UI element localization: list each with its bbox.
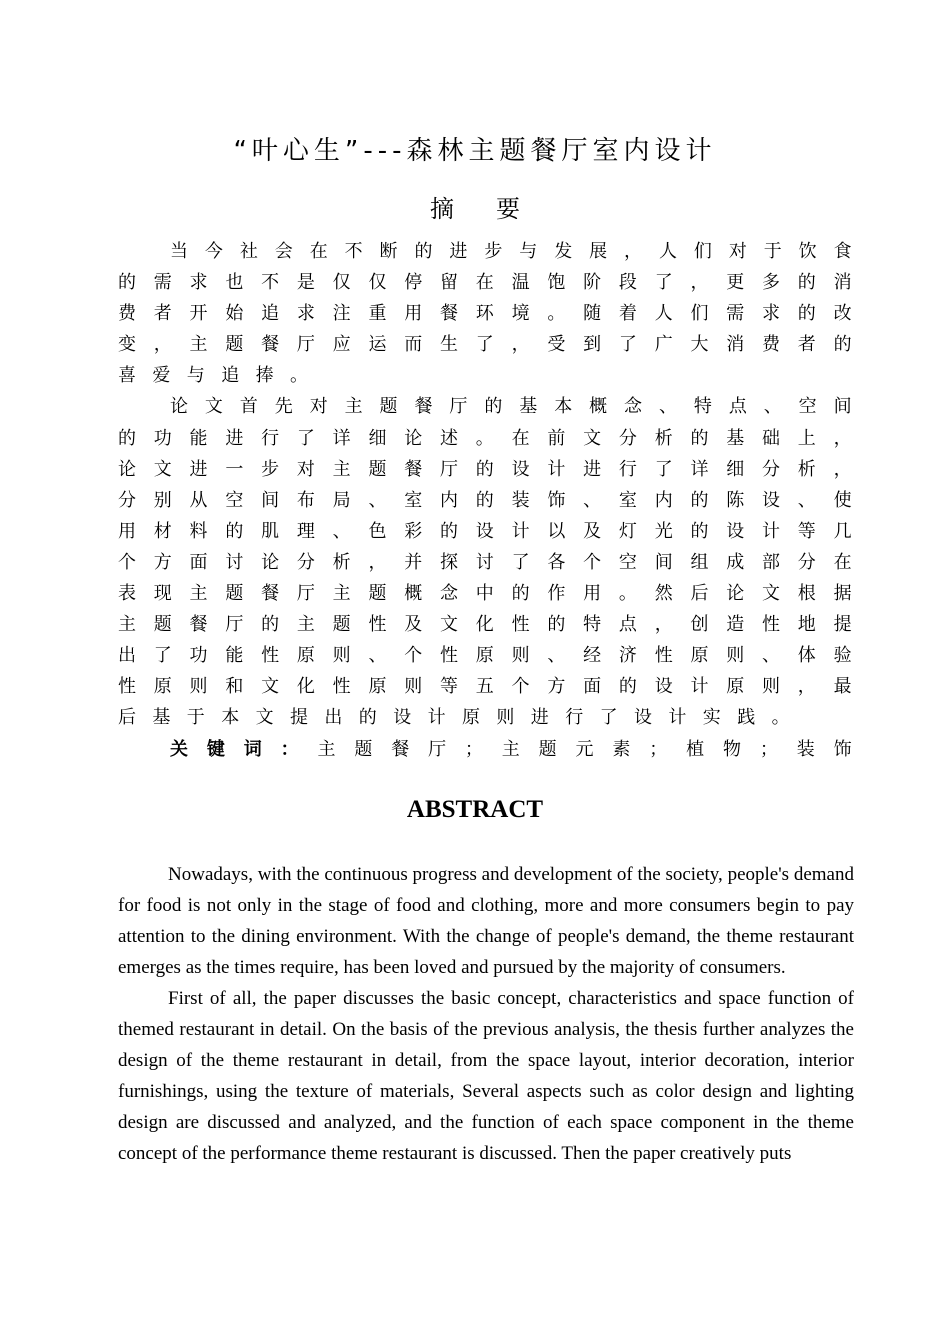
english-abstract	[118, 859, 854, 1169]
page-title: “叶心生”---森林主题餐厅室内设计	[233, 136, 717, 166]
cn-paragraph-1: 当今社会在不断的进步与发展，人们对于饮食的需求也不是仅仅停留在温饱阶段了，更多的消费者开始追求注重用餐环境。随着人们需求的改变，主题餐厅应运而生了，受到了广大消费者的喜爱与追捧。	[118, 241, 868, 387]
en-paragraph-2: First of all, the paper discusses the basic concept, characteristics and space function of themed restaurant in detail. On the basis of the previous analysis, the thesis further analyzes the design of the theme restaurant in detail, from the space layout, interior decoration, interior furnishings, using the texture of materials, Several aspects such as color design and lighting design are discussed and analyzed, and the function of each space component in the theme concept of the performance theme restaurant is discussed. Then the paper creatively puts	[118, 988, 854, 1164]
cn-paragraph-2: 论文首先对主题餐厅的基本概念、特点、空间的功能进行了详细论述。在前文分析的基础上，论文进一步对主题餐厅的设计进行了详细分析，分别从空间布局、室内的装饰、室内的陈设、使用材料的肌理、色彩的设计以及灯光的设计等几个方面讨论分析，并探讨了各个空间组成部分在表现主题餐厅主题概念中的作用。然后论文根据主题餐厅的主题性及文化性的特点，创造性地提出了功能性原则、个性原则、经济性原则、体验性原则和文化性原则等五个方面的设计原则，最后基于本文提出的设计原则进行了设计实践。	[118, 396, 868, 729]
abstract-heading-cn: 摘要	[430, 195, 562, 223]
chinese-abstract	[118, 236, 868, 765]
keywords-value: 主题餐厅；主题元素；植物；装饰	[317, 738, 868, 760]
en-paragraph-1: Nowadays, with the continuous progress and development of the society, people's demand for food is not only in the stage of food and clothing, more and more consumers begin to pay attention to the dining environment. With the change of people's demand, the theme restaurant emerges as the times require, has been loved and pursued by the majority of consumers.	[118, 864, 854, 978]
abstract-heading-en: ABSTRACT	[406, 796, 544, 823]
keywords-label: 关键词：	[170, 738, 318, 760]
keywords-line	[118, 734, 868, 765]
